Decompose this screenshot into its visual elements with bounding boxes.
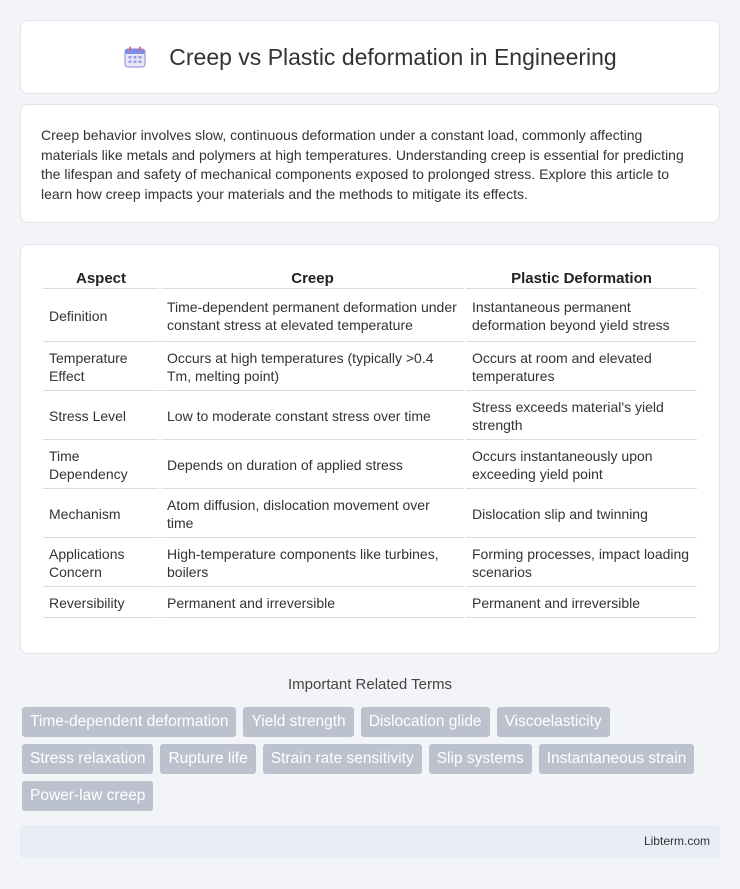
page-title: Creep vs Plastic deformation in Engineering: [169, 43, 617, 70]
table-header-row: [43, 267, 697, 289]
related-term-tag[interactable]: Slip systems: [429, 744, 532, 774]
related-term-tag[interactable]: Dislocation glide: [361, 707, 490, 737]
related-terms-list: [22, 707, 722, 818]
header-creep: Creep: [161, 267, 464, 289]
footer-site-link[interactable]: Libterm.com: [643, 834, 710, 848]
related-term-tag[interactable]: Strain rate sensitivity: [263, 744, 422, 774]
related-term-tag[interactable]: Instantaneous strain: [539, 744, 695, 774]
related-term-tag[interactable]: Time-dependent deformation: [22, 707, 236, 737]
cell-creep: Atom diffusion, dislocation movement over time: [161, 491, 464, 538]
related-term-tag[interactable]: Rupture life: [160, 744, 255, 774]
header-plastic-deformation: Plastic Deformation: [466, 267, 697, 289]
cell-aspect: Definition: [43, 291, 159, 342]
cell-plastic: Forming processes, impact loading scenarios: [466, 540, 697, 587]
table-row: [43, 442, 697, 489]
cell-aspect: Time Dependency: [43, 442, 159, 489]
cell-aspect: Reversibility: [43, 589, 159, 618]
table-row: [43, 589, 697, 618]
cell-plastic: Dislocation slip and twinning: [466, 491, 697, 538]
intro-card: [20, 104, 720, 223]
cell-aspect: Stress Level: [43, 393, 159, 440]
cell-aspect: Applications Concern: [43, 540, 159, 587]
related-term-tag[interactable]: Power-law creep: [22, 781, 153, 811]
cell-aspect: Temperature Effect: [43, 344, 159, 391]
cell-aspect: Mechanism: [43, 491, 159, 538]
header-aspect: Aspect: [43, 267, 159, 289]
cell-creep: Permanent and irreversible: [161, 589, 464, 618]
cell-creep: Low to moderate constant stress over time: [161, 393, 464, 440]
footer: [20, 825, 720, 858]
related-term-tag[interactable]: Stress relaxation: [22, 744, 153, 774]
cell-plastic: Occurs instantaneously upon exceeding yield point: [466, 442, 697, 489]
related-terms-title: Important Related Terms: [288, 676, 452, 693]
table-row: [43, 393, 697, 440]
related-term-tag[interactable]: Viscoelasticity: [497, 707, 610, 737]
comparison-table-card: [20, 244, 720, 654]
cell-creep: Depends on duration of applied stress: [161, 442, 464, 489]
cell-creep: High-temperature components like turbines, boilers: [161, 540, 464, 587]
cell-creep: Occurs at high temperatures (typically >0.4 Tm, melting point): [161, 344, 464, 391]
table-row: [43, 344, 697, 391]
calendar-icon: [123, 45, 147, 69]
cell-plastic: Stress exceeds material's yield strength: [466, 393, 697, 440]
cell-plastic: Occurs at room and elevated temperatures: [466, 344, 697, 391]
intro-text: Creep behavior involves slow, continuous deformation under a constant load, commonly affecting materials like metals and polymers at high temperatures. Understanding creep is essential for predicting the lifespan and safety of mechanical components exposed to prolonged stress. Explore this article to learn how creep impacts your materials and the methods to mitigate its effects.: [41, 127, 684, 202]
table-row: [43, 540, 697, 587]
cell-plastic: Permanent and irreversible: [466, 589, 697, 618]
table-row: [43, 491, 697, 538]
related-term-tag[interactable]: Yield strength: [243, 707, 353, 737]
comparison-table: [41, 265, 699, 620]
cell-plastic: Instantaneous permanent deformation beyond yield stress: [466, 291, 697, 342]
cell-creep: Time-dependent permanent deformation under constant stress at elevated temperature: [161, 291, 464, 342]
table-row: [43, 291, 697, 342]
header-card: [20, 20, 720, 94]
